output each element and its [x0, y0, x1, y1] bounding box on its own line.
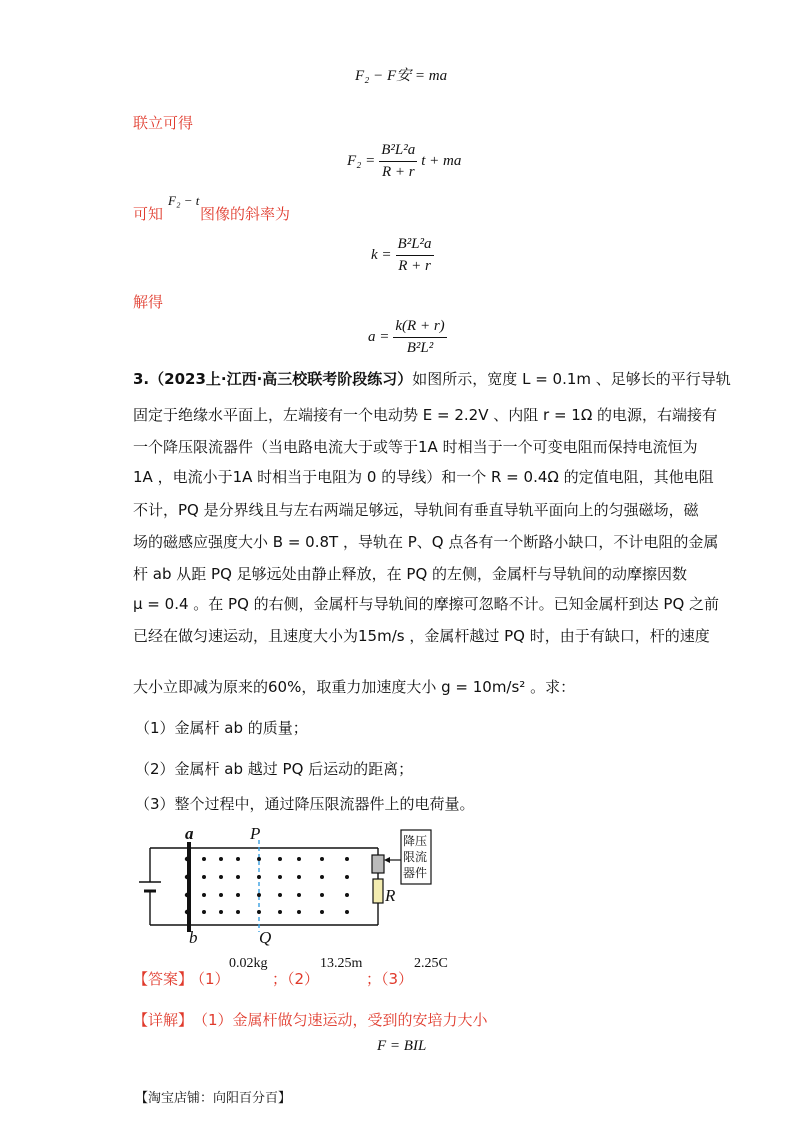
footer-shop: 【淘宝店铺：向阳百分百】 [135, 1091, 292, 1106]
problem-line-8: 已经在做匀速运动，且速度大小为15m/s ，金属杆越过 PQ 时，由于有缺口，杆的速度 [133, 627, 710, 645]
circuit-svg [133, 824, 443, 944]
equation-3-numerator: B²L²a [396, 236, 434, 256]
answer-tag: 【答案】 [133, 970, 194, 988]
problem-line-1: 固定于绝缘水平面上，左端接有一个电动势 E = 2.2V 、内阻 r = 1Ω 的电源，右端接有 [133, 406, 718, 424]
detail-text: （1）金属杆做匀速运动，受到的安培力大小 [193, 1011, 488, 1029]
question-3: （3）整个过程中，通过降压限流器件上的电荷量。 [135, 795, 475, 813]
answer-part-1: （1） [190, 970, 230, 988]
equation-4-numerator: k(R + r) [393, 318, 446, 338]
device-label-line-2: 限流 [403, 850, 428, 864]
equation-3-fraction [396, 236, 434, 274]
label-b: b [189, 928, 198, 947]
label-a: a [185, 824, 194, 843]
answer-sep-1: ；（2） [272, 970, 320, 988]
answer-value-2: 13.25m [320, 956, 363, 971]
answer-sep-2: ；（3） [366, 970, 414, 988]
problem-source: （2023上·江西·高三校联考阶段练习） [149, 370, 413, 388]
equation-2-tail: t + ma [421, 152, 462, 169]
detail-tag: 【详解】 [133, 1011, 194, 1029]
label-R: R [385, 886, 396, 905]
label-P: P [250, 824, 261, 843]
equation-3 [371, 236, 434, 274]
equation-4 [368, 318, 447, 356]
answer-value-1: 0.02kg [229, 956, 268, 971]
equation-4-fraction [393, 318, 446, 356]
problem-line-2: 一个降压限流器件（当电路电流大于或等于1A 时相当于一个可变电阻而保持电流恒为 [133, 438, 698, 456]
question-1: （1）金属杆 ab 的质量； [135, 719, 308, 737]
answer-value-3: 2.25C [414, 956, 448, 971]
equation-2-numerator: B²L²a [379, 142, 417, 162]
problem-line-5: 场的磁感应强度大小 B = 0.8T ，导轨在 P、Q 点各有一个断路小缺口，不计电阻的金属 [133, 533, 719, 551]
problem-line-6: 杆 ab 从距 PQ 足够远处由静止释放，在 PQ 的左侧，金属杆与导轨间的动摩擦因数 [133, 565, 688, 583]
equation-final: F = BIL [377, 1038, 427, 1054]
device-label-line-1: 降压 [403, 834, 428, 848]
problem-number: 3. [133, 370, 150, 388]
problem-line-3: 1A ，电流小于1A 时相当于电阻为 0 的导线）和一个 R = 0.4Ω 的定值电阻，其他电阻 [133, 468, 714, 486]
label-kezhi-tail: 图像的斜率为 [200, 205, 291, 223]
equation-2-lhs: F₂ = [347, 152, 376, 169]
device-label-line-3: 器件 [403, 866, 428, 880]
problem-line-4: 不计，PQ 是分界线且与左右两端足够远，导轨间有垂直导轨平面向上的匀强磁场，磁 [133, 501, 699, 519]
problem-line-9: 大小立即减为原来的60%，取重力加速度大小 g = 10m/s² 。求： [133, 678, 576, 696]
problem-header [133, 372, 731, 387]
equation-2-denominator: R + r [381, 163, 415, 180]
label-jiede: 解得 [133, 293, 164, 311]
device-label [403, 833, 427, 881]
question-2: （2）金属杆 ab 越过 PQ 后运动的距离； [135, 760, 414, 778]
equation-2 [347, 142, 461, 180]
circuit-diagram [133, 824, 443, 947]
label-lianli: 联立可得 [133, 114, 194, 132]
equation-4-lhs: a = [368, 328, 390, 345]
problem-line-7: μ = 0.4 。在 PQ 的右侧，金属杆与导轨间的摩擦可忽略不计。已知金属杆到达 PQ 之前 [133, 595, 720, 613]
equation-1: F₂ − F安 = ma [355, 68, 448, 84]
label-kezhi-math: F₂ − t [168, 193, 200, 208]
equation-2-fraction [379, 142, 417, 180]
problem-line-0: 如图所示，宽度 L = 0.1m 、足够长的平行导轨 [412, 370, 731, 388]
equation-3-denominator: R + r [398, 257, 431, 274]
label-kezhi: 可知 [133, 205, 164, 223]
label-Q: Q [259, 928, 272, 947]
equation-3-lhs: k = [371, 246, 392, 263]
equation-4-denominator: B²L² [406, 339, 434, 356]
